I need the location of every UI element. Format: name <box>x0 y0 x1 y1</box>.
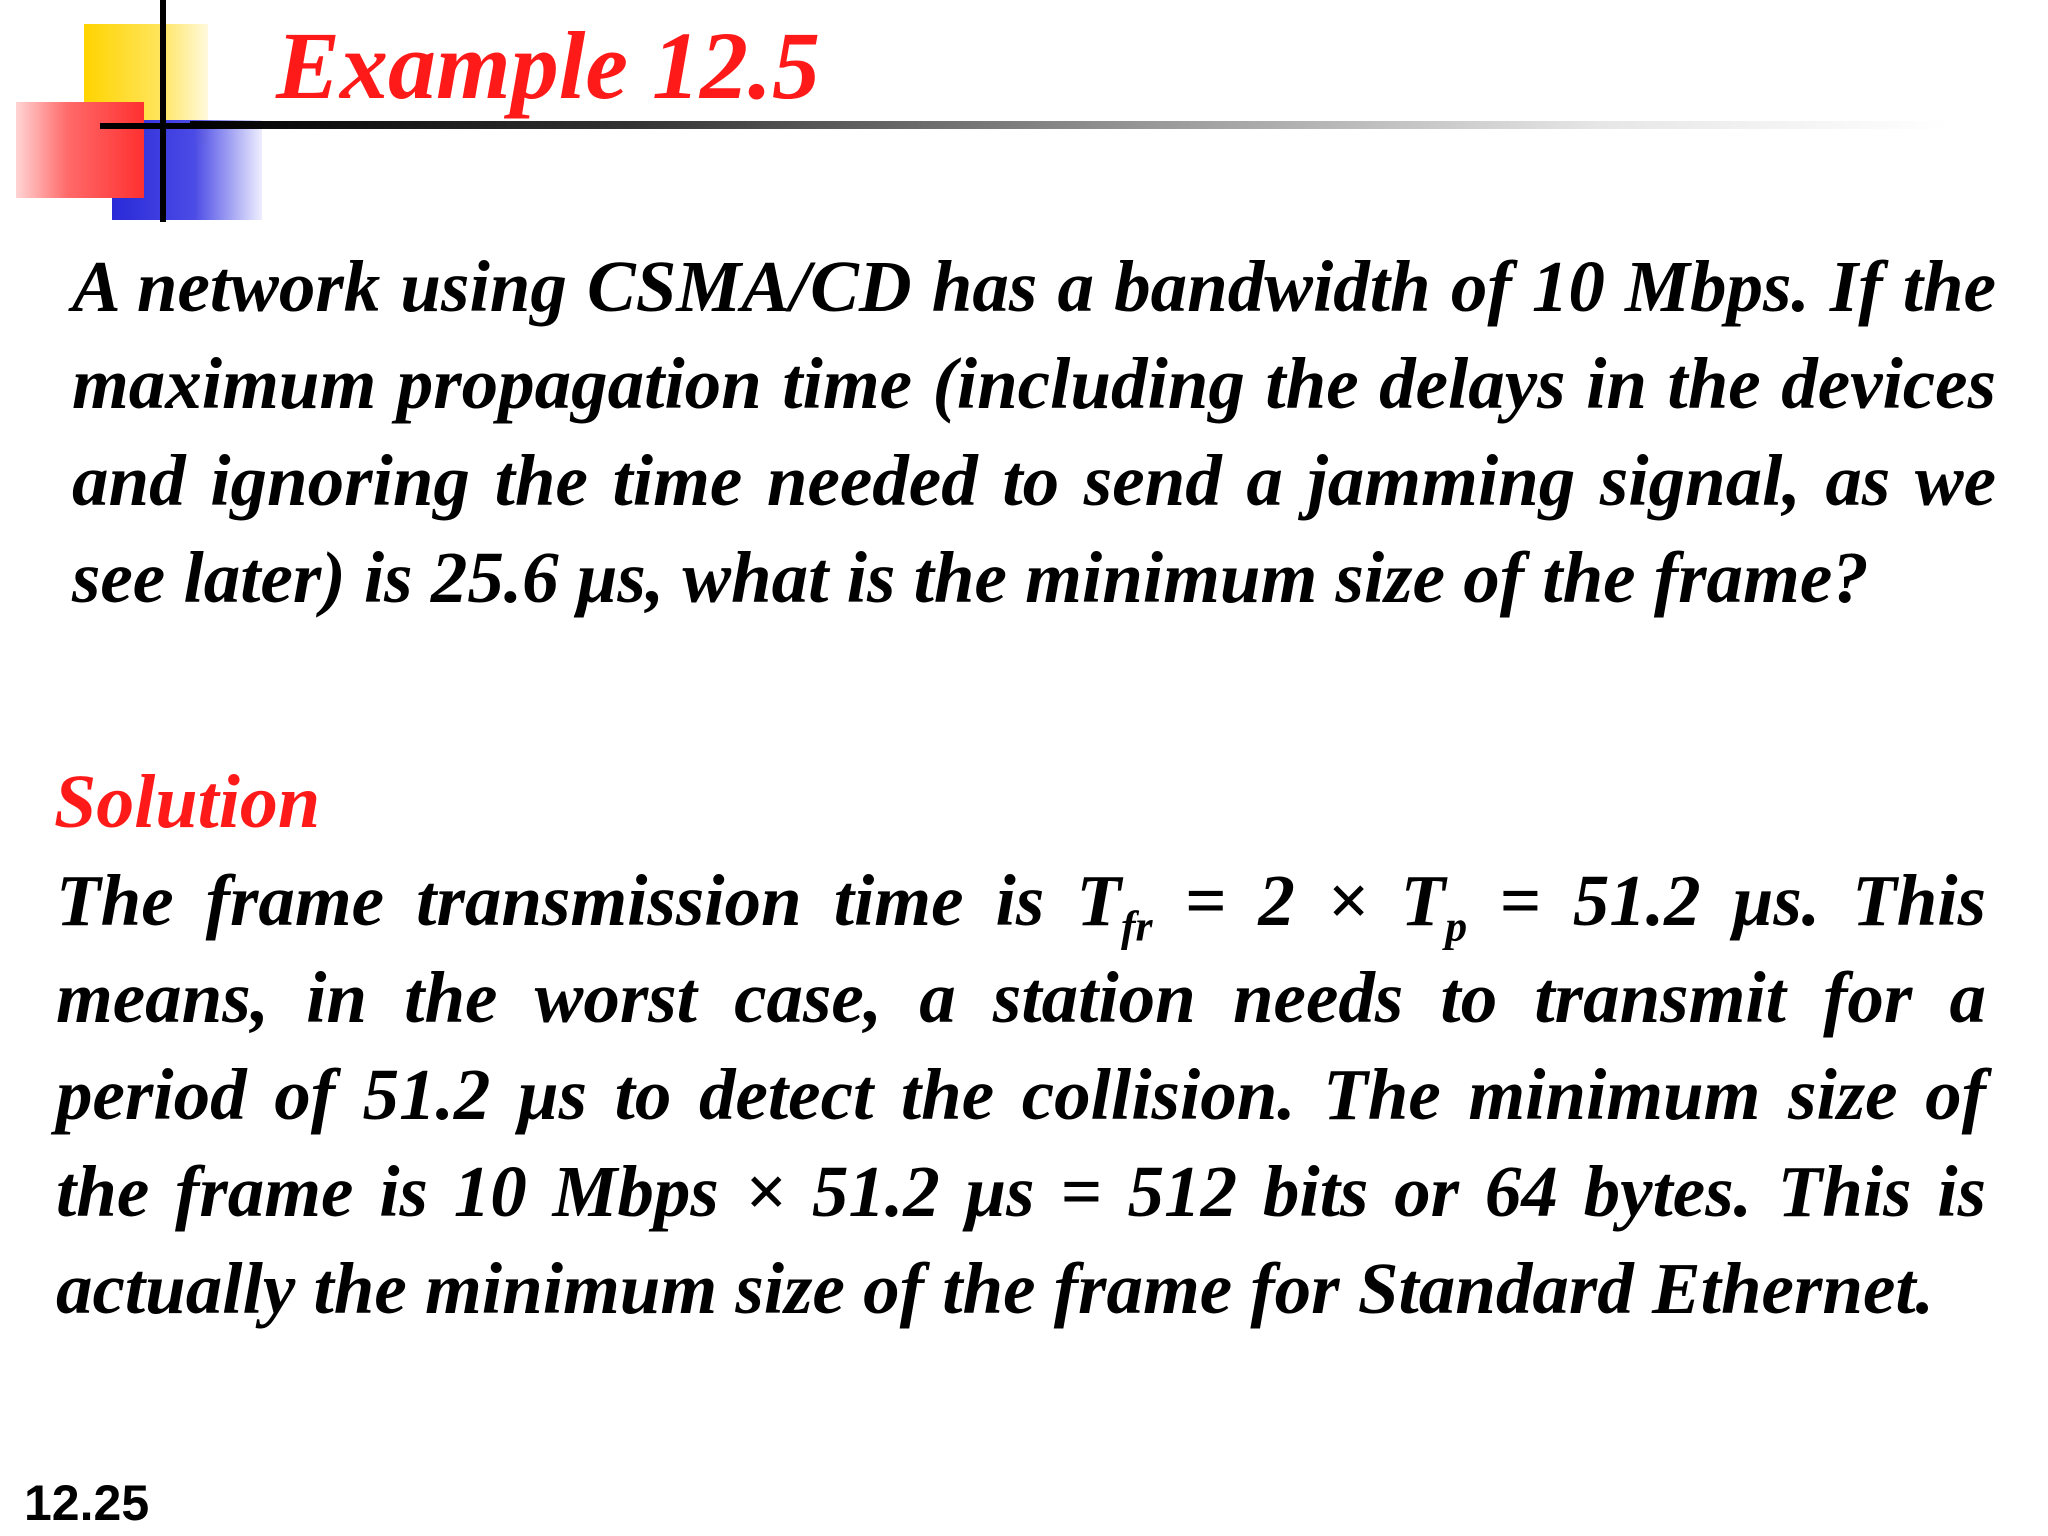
solution-text-part3: = 51.2 μs. This means, in the worst case, a station needs to transmit for a period of 51.2 μs to detect the collision. The minimum size of the frame is 10 Mbps × 51.2 μs = 512 bits or 64 bytes. This is actually the minimum size of the frame for Standard Ethernet. <box>56 860 1986 1329</box>
solution-text-part2: = 2 × T <box>1152 860 1446 941</box>
subscript-fr: fr <box>1120 902 1153 951</box>
decoration-red-square <box>16 102 144 198</box>
question-text: A network using CSMA/CD has a bandwidth of 10 Mbps. If the maximum propagation time (including the delays in the devices and ignoring the time needed to send a jamming signal, as we see later) is 25.6 μs, what is the minimum size of the frame? <box>72 246 1996 618</box>
solution-text-part1: The frame transmission time is T <box>56 860 1121 941</box>
title-underline <box>190 121 1950 129</box>
slide-number: 12.25 <box>24 1475 150 1531</box>
subscript-p: p <box>1445 902 1468 951</box>
solution-text <box>56 852 1986 1337</box>
corner-decoration <box>0 0 300 230</box>
slide-title: Example 12.5 <box>276 12 820 119</box>
decoration-vertical-line <box>160 0 166 222</box>
solution-heading: Solution <box>54 760 321 844</box>
